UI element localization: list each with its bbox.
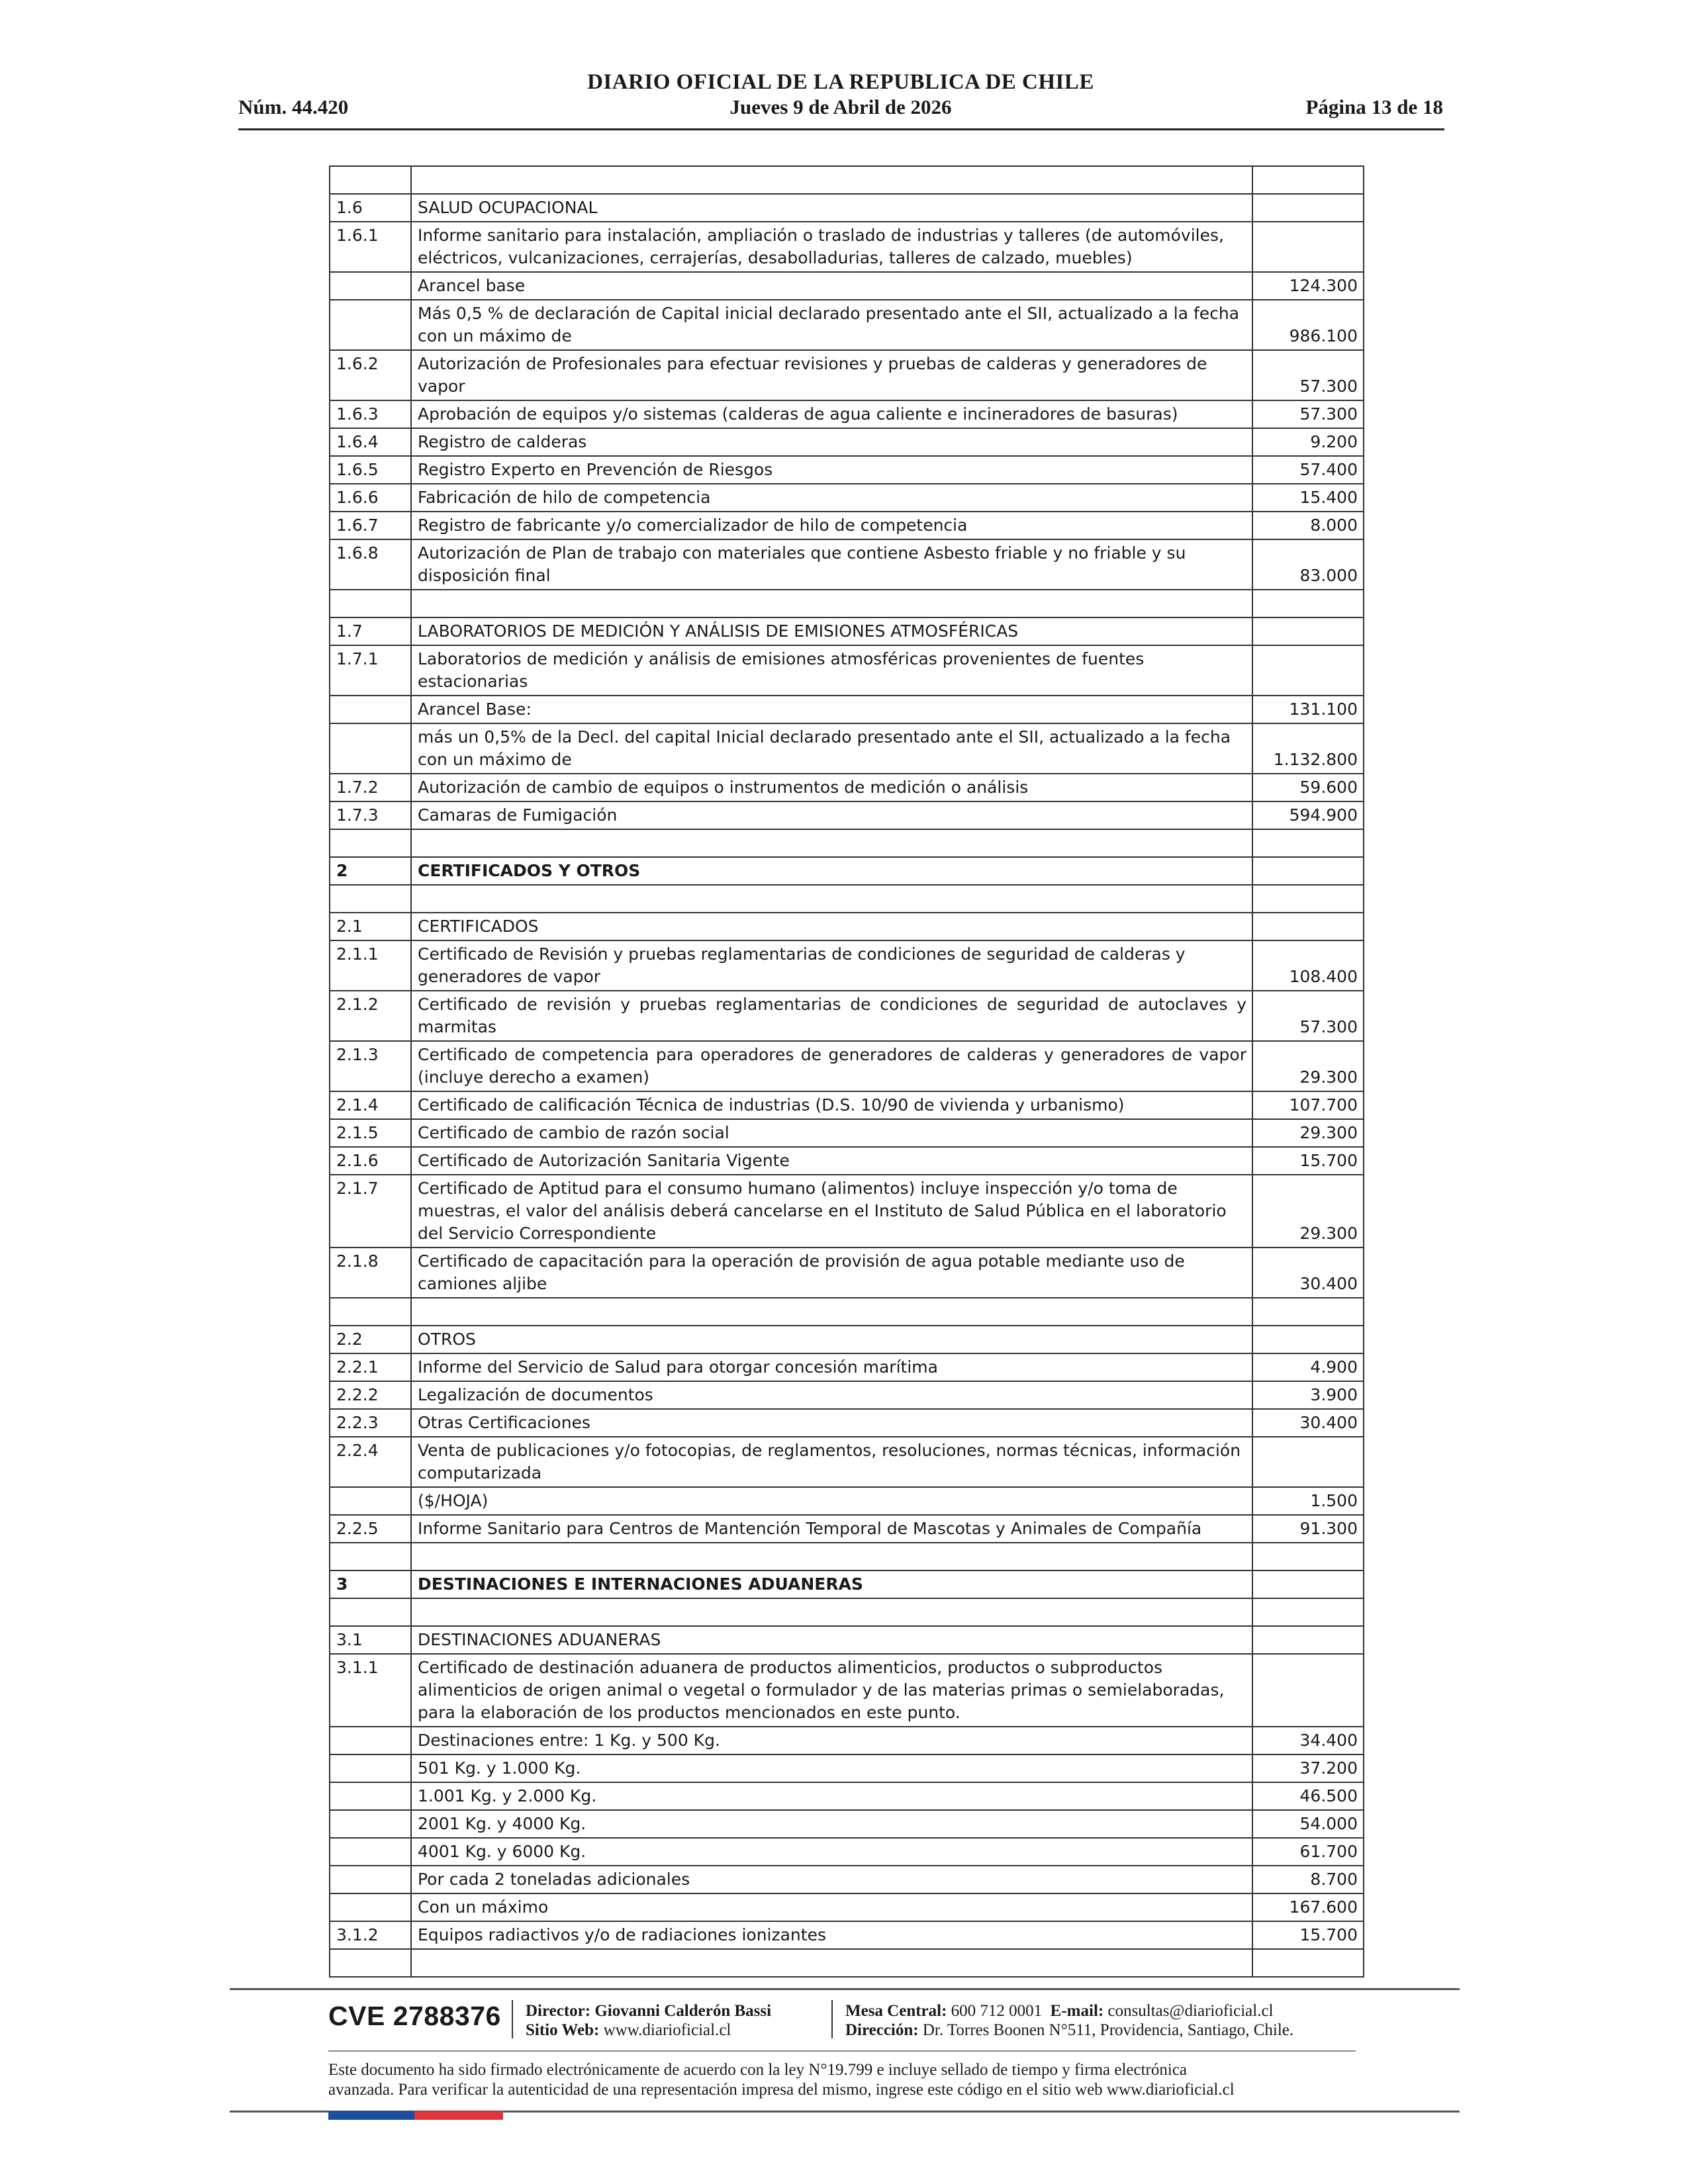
table-row <box>330 1119 1364 1147</box>
item-code: 2.1 <box>330 913 411 940</box>
table-row <box>330 1838 1364 1866</box>
table-row <box>330 913 1364 940</box>
item-fee: 15.700 <box>1252 1147 1364 1175</box>
web-label: Sitio Web: <box>526 2021 600 2039</box>
item-code: 1.6.6 <box>330 484 411 512</box>
item-fee <box>1252 1598 1364 1626</box>
table-row <box>330 723 1364 774</box>
item-description: Arancel Base: <box>411 696 1252 723</box>
item-description: Laboratorios de medición y análisis de emisiones atmosféricas provenientes de fuentes estacionarias <box>411 645 1252 696</box>
item-fee: 131.100 <box>1252 696 1364 723</box>
item-description: Legalización de documentos <box>411 1381 1252 1409</box>
item-description: 1.001 Kg. y 2.000 Kg. <box>411 1782 1252 1810</box>
fee-table <box>329 165 1364 1978</box>
item-code <box>330 166 411 194</box>
item-fee <box>1252 1570 1364 1598</box>
item-fee <box>1252 1326 1364 1353</box>
item-description <box>411 1598 1252 1626</box>
item-fee: 91.300 <box>1252 1515 1364 1543</box>
issue-number: Núm. 44.420 <box>238 95 349 118</box>
table-row <box>330 1091 1364 1119</box>
item-fee: 54.000 <box>1252 1810 1364 1838</box>
item-description: SALUD OCUPACIONAL <box>411 194 1252 222</box>
item-code: 1.6 <box>330 194 411 222</box>
table-row <box>330 1326 1364 1353</box>
item-code: 1.6.7 <box>330 512 411 539</box>
item-code: 2.2.2 <box>330 1381 411 1409</box>
issue-date: Jueves 9 de Abril de 2026 <box>729 95 952 118</box>
item-fee: 30.400 <box>1252 1248 1364 1298</box>
item-fee: 3.900 <box>1252 1381 1364 1409</box>
item-code <box>330 1838 411 1866</box>
item-fee <box>1252 194 1364 222</box>
item-description: Certificado de Aptitud para el consumo humano (alimentos) incluye inspección y/o toma de muestras, el valor del análisis deberá cancelarse en el Instituto de Salud Pública en el laboratorio del Servicio Correspondiente <box>411 1175 1252 1248</box>
item-code: 2.1.4 <box>330 1091 411 1119</box>
item-description: DESTINACIONES E INTERNACIONES ADUANERAS <box>411 1570 1252 1598</box>
item-fee: 57.300 <box>1252 991 1364 1041</box>
item-code: 1.6.5 <box>330 456 411 484</box>
item-fee: 107.700 <box>1252 1091 1364 1119</box>
item-code: 1.7.2 <box>330 774 411 801</box>
table-row <box>330 1866 1364 1893</box>
item-description: Venta de publicaciones y/o fotocopias, de reglamentos, resoluciones, normas técnicas, información computarizada <box>411 1437 1252 1487</box>
item-code: 2.1.3 <box>330 1041 411 1091</box>
item-fee: 83.000 <box>1252 539 1364 590</box>
table-row <box>330 829 1364 857</box>
table-row <box>330 272 1364 300</box>
item-code <box>330 590 411 617</box>
header-rule <box>238 128 1444 130</box>
table-row <box>330 1893 1364 1921</box>
table-row <box>330 1782 1364 1810</box>
page-header <box>238 66 1443 132</box>
item-code: 3.1 <box>330 1626 411 1654</box>
email-link[interactable]: consultas@diarioficial.cl <box>1107 2002 1274 2020</box>
table-row <box>330 1353 1364 1381</box>
item-description: Arancel base <box>411 272 1252 300</box>
item-fee <box>1252 645 1364 696</box>
item-fee: 57.300 <box>1252 400 1364 428</box>
table-row <box>330 222 1364 272</box>
item-code: 2.1.5 <box>330 1119 411 1147</box>
item-code: 2.1.8 <box>330 1248 411 1298</box>
item-fee <box>1252 590 1364 617</box>
table-row <box>330 857 1364 885</box>
director-label: Director: <box>526 2002 591 2020</box>
item-description <box>411 885 1252 913</box>
footer-divider <box>328 2050 1356 2052</box>
item-code <box>330 1298 411 1326</box>
table-row <box>330 300 1364 350</box>
table-row <box>330 1949 1364 1977</box>
item-fee: 30.400 <box>1252 1409 1364 1437</box>
table-row <box>330 1810 1364 1838</box>
item-fee <box>1252 1437 1364 1487</box>
item-description: Registro de calderas <box>411 428 1252 456</box>
item-fee: 59.600 <box>1252 774 1364 801</box>
flag-stripe-blue <box>328 2111 414 2120</box>
item-description: CERTIFICADOS Y OTROS <box>411 857 1252 885</box>
table-row <box>330 1570 1364 1598</box>
legal-line: avanzada. Para verificar la autenticidad de una representación impresa del mismo, ingrese este código en el sitio web www.diarioficial.cl <box>328 2081 1235 2099</box>
director-name: Giovanni Calderón Bassi <box>594 2002 772 2020</box>
item-code: 1.7 <box>330 617 411 645</box>
table-row <box>330 1487 1364 1515</box>
phone-value: 600 712 0001 <box>951 2002 1043 2020</box>
item-fee <box>1252 166 1364 194</box>
item-description <box>411 1949 1252 1977</box>
item-description: Registro de fabricante y/o comercializador de hilo de competencia <box>411 512 1252 539</box>
item-code: 3.1.1 <box>330 1654 411 1727</box>
table-row <box>330 1248 1364 1298</box>
item-fee: 9.200 <box>1252 428 1364 456</box>
item-code <box>330 829 411 857</box>
item-code <box>330 1810 411 1838</box>
table-row <box>330 1598 1364 1626</box>
item-fee: 594.900 <box>1252 801 1364 829</box>
table-row <box>330 1437 1364 1487</box>
item-fee <box>1252 857 1364 885</box>
item-code: 2 <box>330 857 411 885</box>
table-row <box>330 645 1364 696</box>
item-description <box>411 1543 1252 1570</box>
item-description <box>411 590 1252 617</box>
table-row <box>330 774 1364 801</box>
table-row <box>330 1626 1364 1654</box>
item-fee: 1.500 <box>1252 1487 1364 1515</box>
table-row <box>330 1727 1364 1754</box>
page-number: Página 13 de 18 <box>1305 95 1443 118</box>
item-description: Otras Certificaciones <box>411 1409 1252 1437</box>
item-description: 4001 Kg. y 6000 Kg. <box>411 1838 1252 1866</box>
item-description: Certificado de revisión y pruebas reglamentarias de condiciones de seguridad de autoclaves y marmitas <box>411 991 1252 1041</box>
item-code: 1.7.3 <box>330 801 411 829</box>
email-label: E-mail: <box>1050 2002 1104 2020</box>
table-row <box>330 1147 1364 1175</box>
table-row <box>330 885 1364 913</box>
item-fee: 29.300 <box>1252 1041 1364 1091</box>
table-row <box>330 539 1364 590</box>
web-link[interactable]: www.diarioficial.cl <box>603 2021 731 2039</box>
item-fee <box>1252 1626 1364 1654</box>
table-row <box>330 350 1364 400</box>
item-code <box>330 1866 411 1893</box>
item-fee: 4.900 <box>1252 1353 1364 1381</box>
item-fee: 124.300 <box>1252 272 1364 300</box>
item-description: Por cada 2 toneladas adicionales <box>411 1866 1252 1893</box>
item-description: Aprobación de equipos y/o sistemas (calderas de agua caliente e incineradores de basuras) <box>411 400 1252 428</box>
footer-separator <box>512 2000 513 2038</box>
director-block <box>526 2001 771 2040</box>
item-description: Equipos radiactivos y/o de radiaciones ionizantes <box>411 1921 1252 1949</box>
item-fee <box>1252 1298 1364 1326</box>
item-description: Registro Experto en Prevención de Riesgos <box>411 456 1252 484</box>
item-fee <box>1252 1949 1364 1977</box>
item-code: 2.2.1 <box>330 1353 411 1381</box>
item-fee: 34.400 <box>1252 1727 1364 1754</box>
phone-label: Mesa Central: <box>845 2002 947 2020</box>
item-code: 1.7.1 <box>330 645 411 696</box>
item-code <box>330 1754 411 1782</box>
item-description: 501 Kg. y 1.000 Kg. <box>411 1754 1252 1782</box>
table-row <box>330 1754 1364 1782</box>
item-description: OTROS <box>411 1326 1252 1353</box>
item-code: 2.1.2 <box>330 991 411 1041</box>
legal-notice <box>328 2060 1361 2100</box>
item-description <box>411 166 1252 194</box>
table-row <box>330 484 1364 512</box>
table-row <box>330 400 1364 428</box>
item-code <box>330 300 411 350</box>
item-fee <box>1252 885 1364 913</box>
item-description: ($/HOJA) <box>411 1487 1252 1515</box>
publication-title: DIARIO OFICIAL DE LA REPUBLICA DE CHILE <box>587 70 1094 94</box>
item-code <box>330 1598 411 1626</box>
item-fee: 57.300 <box>1252 350 1364 400</box>
item-code: 2.1.6 <box>330 1147 411 1175</box>
table-row <box>330 1921 1364 1949</box>
item-fee: 29.300 <box>1252 1119 1364 1147</box>
item-code: 1.6.1 <box>330 222 411 272</box>
item-code: 2.2.4 <box>330 1437 411 1487</box>
item-description: CERTIFICADOS <box>411 913 1252 940</box>
table-row <box>330 1543 1364 1570</box>
table-row <box>330 617 1364 645</box>
item-code: 2.1.7 <box>330 1175 411 1248</box>
item-code: 3.1.2 <box>330 1921 411 1949</box>
table-row <box>330 1515 1364 1543</box>
table-row <box>330 1298 1364 1326</box>
item-code <box>330 1487 411 1515</box>
item-code: 2.1.1 <box>330 940 411 991</box>
table-row <box>330 801 1364 829</box>
item-description: Camaras de Fumigación <box>411 801 1252 829</box>
table-row <box>330 1041 1364 1091</box>
item-description: Certificado de calificación Técnica de industrias (D.S. 10/90 de vivienda y urbanismo) <box>411 1091 1252 1119</box>
table-row <box>330 1381 1364 1409</box>
item-description: Certificado de destinación aduanera de productos alimenticios, productos o subproductos alimenticios de origen animal o vegetal o formulador y de las materias primas o semielaboradas, para la elaboración de los productos mencionados en este punto. <box>411 1654 1252 1727</box>
item-description: Con un máximo <box>411 1893 1252 1921</box>
item-fee: 108.400 <box>1252 940 1364 991</box>
item-description: Autorización de Profesionales para efectuar revisiones y pruebas de calderas y generadores de vapor <box>411 350 1252 400</box>
cve-code: CVE 2788376 <box>328 2001 501 2031</box>
item-fee: 8.700 <box>1252 1866 1364 1893</box>
address-value: Dr. Torres Boonen N°511, Providencia, Santiago, Chile. <box>922 2021 1294 2039</box>
item-code: 1.6.2 <box>330 350 411 400</box>
fee-table-body <box>330 166 1364 1977</box>
item-code <box>330 272 411 300</box>
item-fee: 15.400 <box>1252 484 1364 512</box>
item-description: Certificado de competencia para operadores de generadores de calderas y generadores de vapor (incluye derecho a examen) <box>411 1041 1252 1091</box>
item-code <box>330 1893 411 1921</box>
item-description: más un 0,5% de la Decl. del capital Inicial declarado presentado ante el SII, actualizado a la fecha con un máximo de <box>411 723 1252 774</box>
table-row <box>330 1175 1364 1248</box>
item-description: Informe del Servicio de Salud para otorgar concesión marítima <box>411 1353 1252 1381</box>
item-description: Certificado de Revisión y pruebas reglamentarias de condiciones de seguridad de calderas y generadores de vapor <box>411 940 1252 991</box>
item-description <box>411 1298 1252 1326</box>
item-code: 1.6.3 <box>330 400 411 428</box>
item-code <box>330 1727 411 1754</box>
item-code <box>330 1949 411 1977</box>
item-code: 2.2 <box>330 1326 411 1353</box>
table-row <box>330 1409 1364 1437</box>
item-fee <box>1252 829 1364 857</box>
contact-block <box>845 2001 1293 2040</box>
address-label: Dirección: <box>845 2021 919 2039</box>
table-row <box>330 991 1364 1041</box>
item-description: Autorización de Plan de trabajo con materiales que contiene Asbesto friable y no friable y su disposición final <box>411 539 1252 590</box>
item-code <box>330 885 411 913</box>
item-fee: 15.700 <box>1252 1921 1364 1949</box>
item-description: Certificado de Autorización Sanitaria Vigente <box>411 1147 1252 1175</box>
item-description <box>411 829 1252 857</box>
item-fee <box>1252 222 1364 272</box>
table-row <box>330 940 1364 991</box>
item-description: LABORATORIOS DE MEDICIÓN Y ANÁLISIS DE EMISIONES ATMOSFÉRICAS <box>411 617 1252 645</box>
item-fee <box>1252 913 1364 940</box>
item-description: Autorización de cambio de equipos o instrumentos de medición o análisis <box>411 774 1252 801</box>
table-row <box>330 1654 1364 1727</box>
item-fee: 8.000 <box>1252 512 1364 539</box>
item-description: 2001 Kg. y 4000 Kg. <box>411 1810 1252 1838</box>
item-description: Destinaciones entre: 1 Kg. y 500 Kg. <box>411 1727 1252 1754</box>
item-fee: 61.700 <box>1252 1838 1364 1866</box>
item-code: 1.6.8 <box>330 539 411 590</box>
item-fee <box>1252 1543 1364 1570</box>
item-description: Certificado de capacitación para la operación de provisión de agua potable mediante uso de camiones aljibe <box>411 1248 1252 1298</box>
flag-stripe-red <box>414 2111 503 2120</box>
item-description: Certificado de cambio de razón social <box>411 1119 1252 1147</box>
table-row <box>330 590 1364 617</box>
table-row <box>330 696 1364 723</box>
footer-separator <box>831 2000 833 2038</box>
item-code: 1.6.4 <box>330 428 411 456</box>
table-row <box>330 456 1364 484</box>
item-code: 3 <box>330 1570 411 1598</box>
table-row <box>330 194 1364 222</box>
item-code: 2.2.3 <box>330 1409 411 1437</box>
item-fee: 167.600 <box>1252 1893 1364 1921</box>
item-description: Informe Sanitario para Centros de Mantención Temporal de Mascotas y Animales de Compañía <box>411 1515 1252 1543</box>
item-fee: 57.400 <box>1252 456 1364 484</box>
item-code: 2.2.5 <box>330 1515 411 1543</box>
item-fee: 37.200 <box>1252 1754 1364 1782</box>
table-row <box>330 512 1364 539</box>
item-fee: 986.100 <box>1252 300 1364 350</box>
item-code <box>330 1543 411 1570</box>
item-fee: 1.132.800 <box>1252 723 1364 774</box>
item-code <box>330 696 411 723</box>
item-description: Más 0,5 % de declaración de Capital inicial declarado presentado ante el SII, actualizado a la fecha con un máximo de <box>411 300 1252 350</box>
item-description: DESTINACIONES ADUANERAS <box>411 1626 1252 1654</box>
item-description: Fabricación de hilo de competencia <box>411 484 1252 512</box>
footer-rule <box>230 1988 1460 1990</box>
item-code <box>330 723 411 774</box>
table-row <box>330 166 1364 194</box>
legal-line: Este documento ha sido firmado electrónicamente de acuerdo con la ley N°19.799 e incluye sellado de tiempo y firma electrónica <box>328 2061 1188 2079</box>
item-fee: 46.500 <box>1252 1782 1364 1810</box>
item-fee <box>1252 617 1364 645</box>
table-row <box>330 428 1364 456</box>
item-description: Informe sanitario para instalación, ampliación o traslado de industrias y talleres (de automóviles, eléctricos, vulcanizaciones, cerrajerías, desabolladurias, talleres de calzado, muebles) <box>411 222 1252 272</box>
item-fee: 29.300 <box>1252 1175 1364 1248</box>
item-code <box>330 1782 411 1810</box>
item-fee <box>1252 1654 1364 1727</box>
